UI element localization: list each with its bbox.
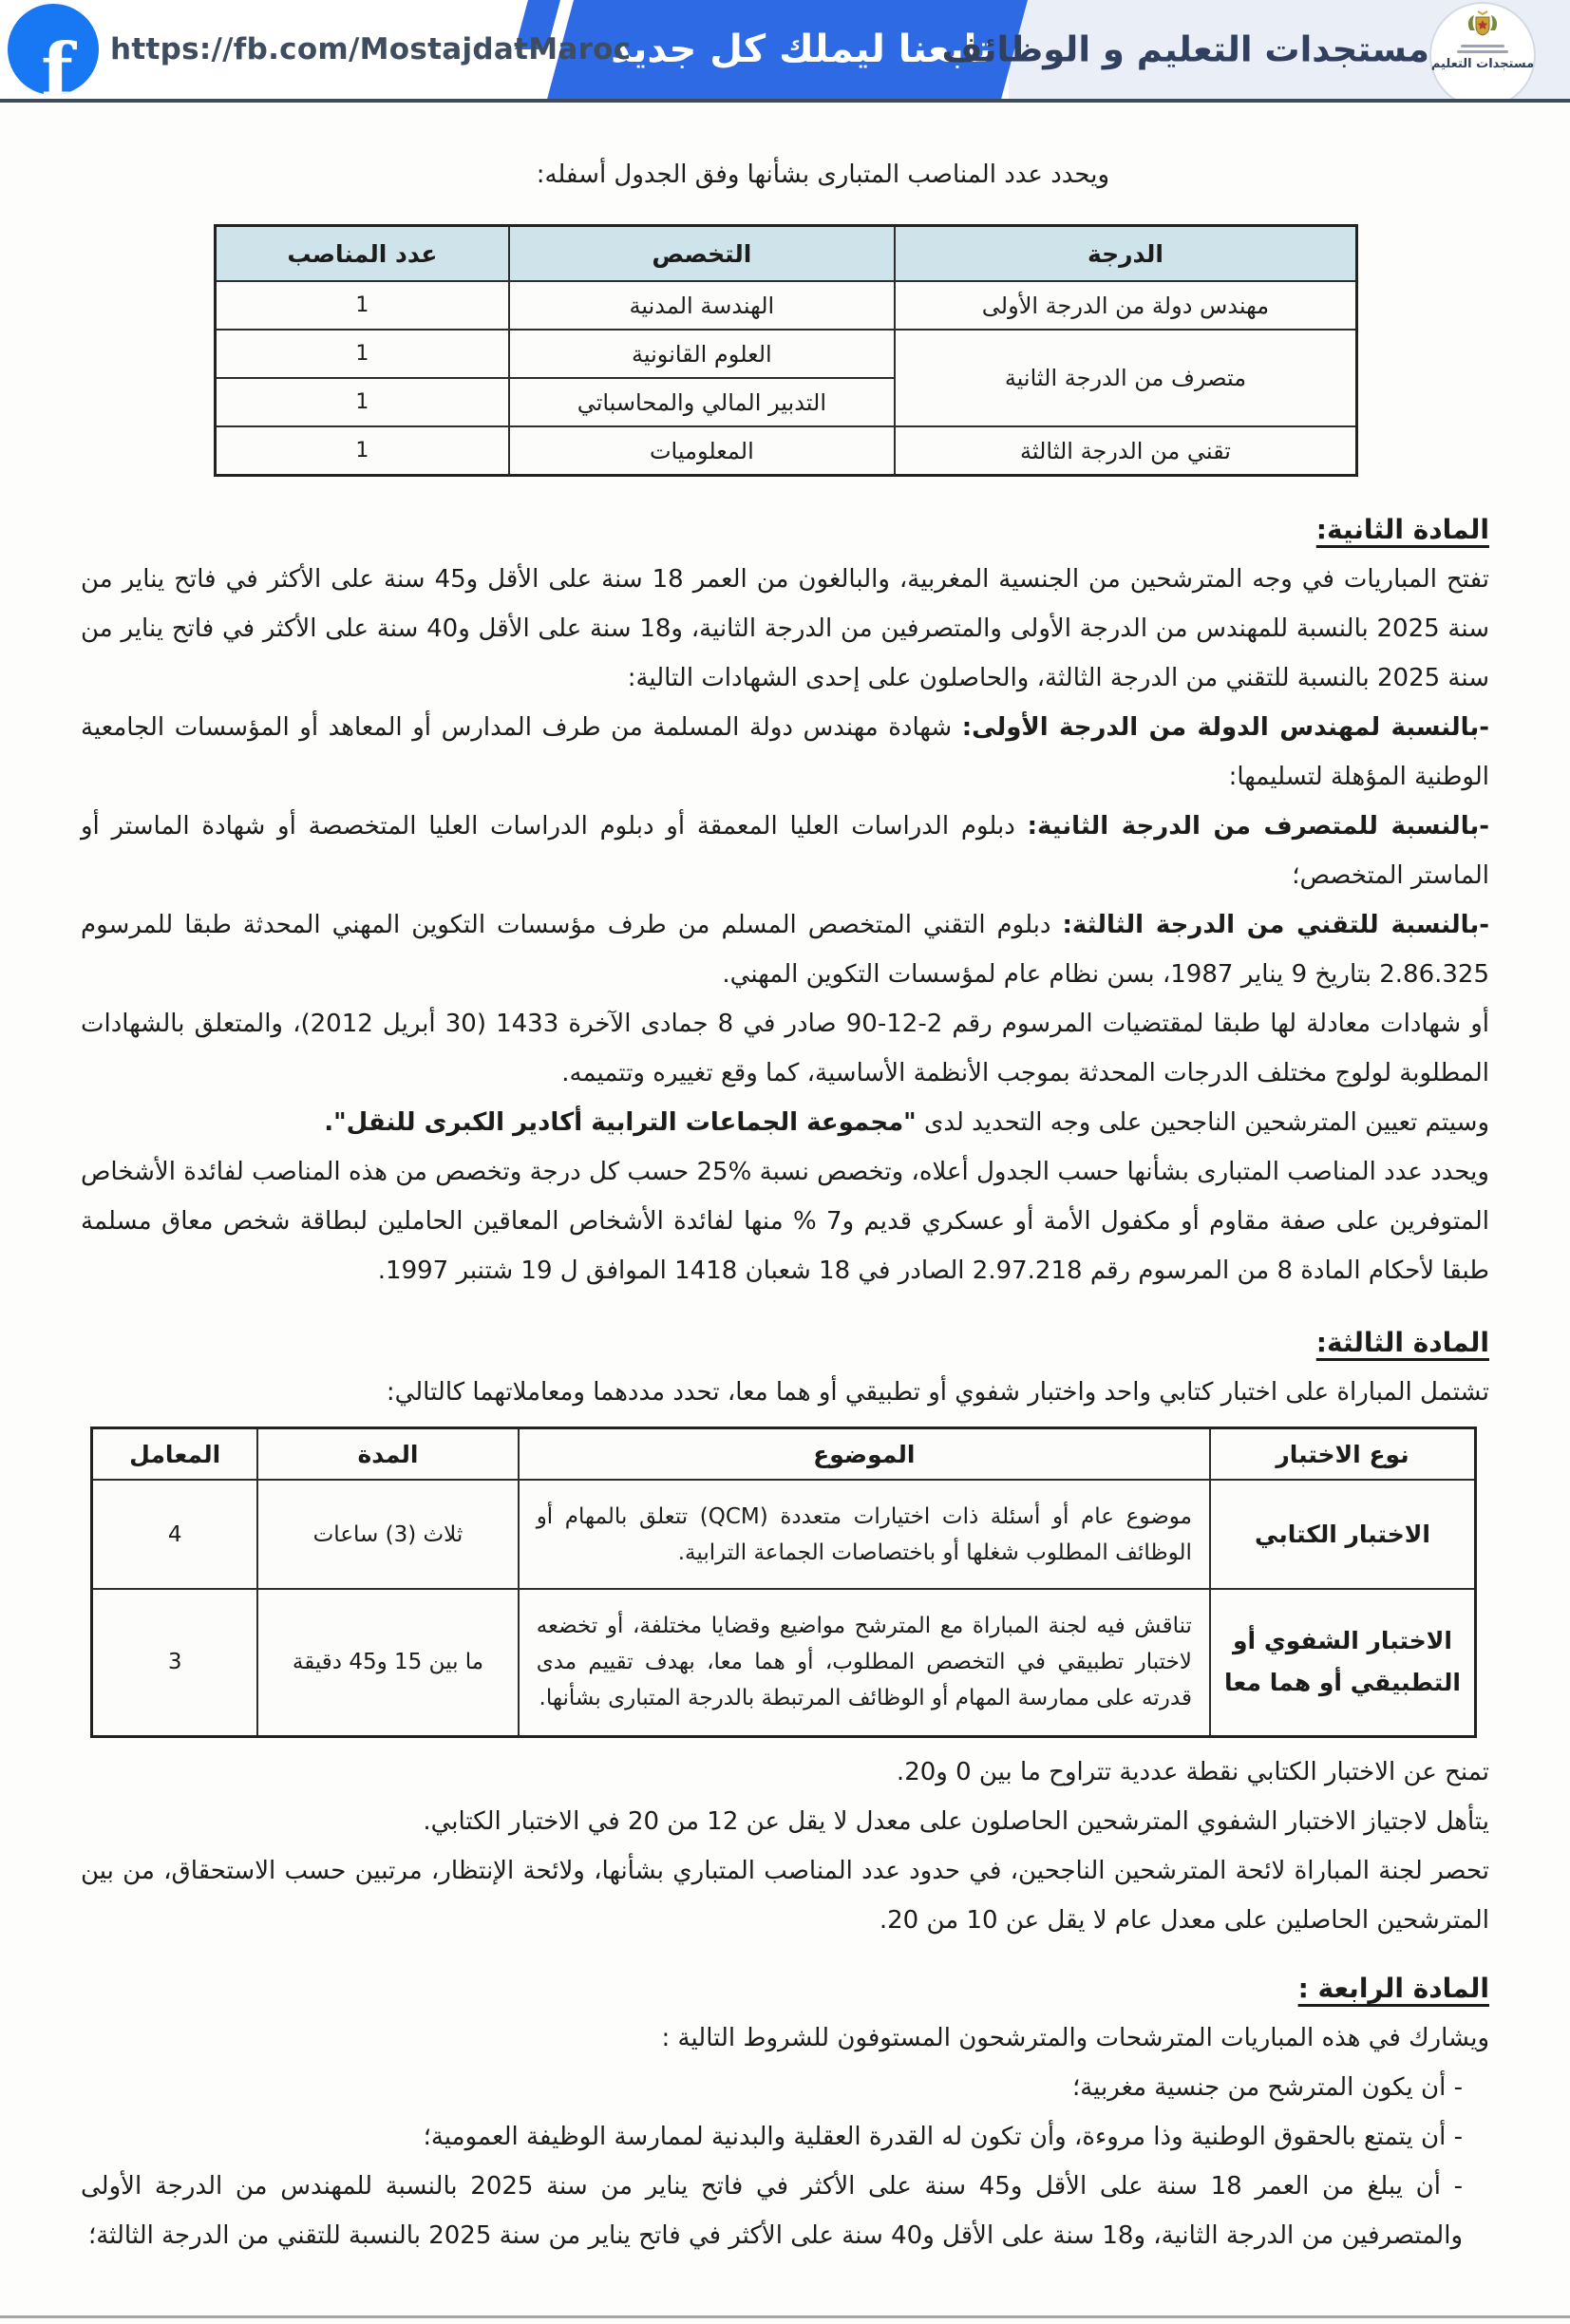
page-bottom-rule — [0, 2315, 1570, 2318]
header — [0, 0, 1570, 103]
coefficient-cell: 4 — [92, 1480, 258, 1589]
article3-heading: المادة الثالثة: — [1315, 1327, 1489, 1358]
table-row — [92, 1480, 1476, 1589]
count-cell: 1 — [216, 426, 509, 476]
specialty-cell: العلوم القانونية — [509, 330, 895, 378]
col-header-count: عدد المناصب — [216, 226, 509, 282]
grade-cell: مهندس دولة من الدرجة الأولى — [895, 281, 1357, 330]
exam-table-header-row — [92, 1428, 1476, 1481]
count-cell: 1 — [216, 378, 509, 426]
degree1-requirement — [81, 703, 1489, 802]
degree3-rest: دبلوم التقني المتخصص المسلم من طرف مؤسسات التكوين المهني المحدثة طبقا للمرسوم 2.86.325 بتاريخ 9 يناير 1987، بسن نظام عام لمؤسسات التكوين المهني. — [81, 911, 1489, 989]
col-header-coefficient: المعامل — [92, 1428, 258, 1481]
degree3-requirement — [81, 900, 1489, 999]
coefficient-cell: 3 — [92, 1589, 258, 1736]
article4-heading: المادة الرابعة : — [1297, 1972, 1489, 2004]
logo-caption: مستجدات التعليم — [1430, 57, 1535, 71]
degree2-lead: -بالنسبة للمتصرف من الدرجة الثانية: — [1027, 812, 1490, 841]
document-scan — [0, 103, 1570, 2324]
logo-fine-print-line — [1461, 45, 1504, 47]
degree3-lead: -بالنسبة للتقني من الدرجة الثالثة: — [1062, 911, 1489, 939]
article4-paragraph: ويشارك في هذه المباريات المترشحات والمترشحون المستوفون للشروط التالية : — [661, 2023, 1489, 2052]
subject-cell: موضوع عام أو أسئلة ذات اختيارات متعددة (QCM) تتعلق بالمهام أو الوظائف المطلوب شغلها أو باختصاصات الجماعة الترابية. — [519, 1480, 1210, 1589]
article2-heading: المادة الثانية: — [1315, 514, 1489, 545]
condition-item: - أن يبلغ من العمر 18 سنة على الأقل و45 سنة على الأكثر في فاتح يناير من سنة 2025 بالنسبة للمهندس من الدرجة الأولى والمتصرفين من الدرجة الثانية، و18 سنة على الأقل و40 سنة على الأكثر في فاتح يناير من سنة 2025 بالنسبة للتقني من الدرجة الثالثة؛ — [81, 2171, 1463, 2250]
count-cell: 1 — [216, 281, 509, 330]
equivalence-paragraph: أو شهادات معادلة لها طبقا لمقتضيات المرسوم رقم 2-12-90 صادر في 8 جمادى الآخرة 1433 (30 أبريل 2012)، والمتعلق بالشهادات المطلوبة لولوج مختلف الدرجات المحدثة بموجب الأنظمة الأساسية، كما وقع تغييره وتتميمه. — [81, 1010, 1490, 1087]
brand-logo — [1429, 2, 1536, 103]
quota-paragraph: ويحدد عدد المناصب المتبارى بشأنها حسب الجدول أعلاه، وتخصص نسبة %25 حسب كل درجة وتخصص من هذه المناصب لفائدة الأشخاص المتوفرين على صفة مقاوم أو مكفول الأمة أو عسكري قديم و7 % منها لفائدة الأشخاص المعاقين الحاملين لبطاقة شخص معاق مسلمة طبقا لأحكام المادة 8 من المرسوم رقم 2.97.218 الصادر في 18 شعبان 1418 الموافق ل 19 شتنبر 1997. — [81, 1158, 1489, 1285]
col-header-grade: الدرجة — [895, 226, 1357, 282]
duration-cell: ثلاث (3) ساعات — [257, 1480, 518, 1589]
facebook-url-link[interactable]: https://fb.com/MostajdatMaroc — [110, 32, 632, 66]
specialty-cell: التدبير المالي والمحاسباتي — [509, 378, 895, 426]
article3-paragraph: تشتمل المباراة على اختبار كتابي واحد واختبار شفوي أو تطبيقي أو هما معا، تحدد مددهما ومعاملاتهما كالتالي: — [386, 1378, 1489, 1407]
table-row — [216, 330, 1357, 378]
specialty-cell: المعلوميات — [509, 426, 895, 476]
specialty-cell: الهندسة المدنية — [509, 281, 895, 330]
written-score-paragraph: تمنح عن الاختبار الكتابي نقطة عددية تتراوح ما بين 0 و20. — [896, 1757, 1489, 1786]
intro-line: ويحدد عدد المناصب المتبارى بشأنها وفق الجدول أسفله: — [536, 161, 1109, 189]
assignment-entity: "مجموعة الجماعات الترابية أكادير الكبرى للنقل". — [324, 1108, 917, 1137]
col-header-exam-type: نوع الاختبار — [1210, 1428, 1476, 1481]
article2-paragraph: تفتح المباريات في وجه المترشحين من الجنسية المغربية، والبالغون من العمر 18 سنة على الأقل و45 سنة على الأكثر في فاتح يناير من سنة 2025 بالنسبة للمهندس من الدرجة الأولى والمتصرفين من الدرجة الثانية، و18 سنة على الأقل و40 سنة على الأكثر في فاتح يناير من سنة 2025 بالنسبة للتقني من الدرجة الثالثة، والحاصلون على إحدى الشهادات التالية: — [81, 565, 1490, 692]
col-header-specialty: التخصص — [509, 226, 895, 282]
table-row — [216, 426, 1357, 476]
degree2-requirement — [81, 802, 1489, 900]
positions-table — [214, 224, 1358, 477]
lists-paragraph: تحصر لجنة المباراة لائحة المترشحين الناجحين، في حدود عدد المناصب المتباري بشأنها، ولائحة الإنتظار، مرتبين حسب الاستحقاق، من بين المترشحين الحاصلين على معدل عام لا يقل عن 10 من 20. — [81, 1856, 1489, 1935]
degree2-rest: دبلوم الدراسات العليا المعمقة أو دبلوم الدراسات العليا المتخصصة أو شهادة الماستر أو الماستر المتخصص؛ — [81, 812, 1489, 890]
qualify-paragraph: يتأهل لاجتياز الاختبار الشفوي المترشحين الحاصلون على معدل لا يقل عن 12 من 20 في الاختبار الكتابي. — [423, 1806, 1489, 1836]
count-cell: 1 — [216, 330, 509, 378]
coat-of-arms-icon — [1463, 9, 1503, 42]
exam-type-cell: الاختبار الكتابي — [1210, 1480, 1476, 1589]
facebook-f-glyph: f — [41, 27, 73, 95]
col-header-duration: المدة — [257, 1428, 518, 1481]
assignment-lead: وسيتم تعيين المترشحين الناجحين على وجه التحديد لدى — [916, 1108, 1489, 1137]
col-header-subject: الموضوع — [519, 1428, 1210, 1481]
page-title: مستجدات التعليم و الوظائف — [941, 28, 1429, 70]
logo-fine-print-line — [1457, 50, 1508, 53]
grade-cell: تقني من الدرجة الثالثة — [895, 426, 1357, 476]
condition-item: - أن يكون المترشح من جنسية مغربية؛ — [1071, 2072, 1463, 2102]
banner-text: تابعنا ليملك كل جديد — [611, 28, 993, 71]
assignment-paragraph — [81, 1098, 1489, 1147]
positions-table-header-row — [216, 226, 1357, 282]
facebook-icon[interactable] — [8, 4, 99, 95]
table-row — [216, 281, 1357, 330]
table-row — [92, 1589, 1476, 1736]
exam-table — [90, 1427, 1477, 1738]
subject-cell: تناقش فيه لجنة المباراة مع المترشح مواضيع وقضايا مختلفة، أو تخضعه لاختبار تطبيقي في التخصص المطلوب، أو هما معا، بهدف تقييم مدى قدرته على ممارسة المهام أو الوظائف المرتبطة بالدرجة المتبارى بشأنها. — [519, 1589, 1210, 1736]
duration-cell: ما بين 15 و45 دقيقة — [257, 1589, 518, 1736]
grade-cell: متصرف من الدرجة الثانية — [895, 330, 1357, 426]
degree1-lead: -بالنسبة لمهندس الدولة من الدرجة الأولى: — [961, 713, 1489, 742]
condition-item: - أن يتمتع بالحقوق الوطنية وذا مروءة، وأن تكون له القدرة العقلية والبدنية لممارسة الوظيفة العمومية؛ — [423, 2122, 1463, 2151]
exam-type-cell: الاختبار الشفوي أو التطبيقي أو هما معا — [1210, 1589, 1476, 1736]
degree1-rest: شهادة مهندس دولة المسلمة من طرف المدارس أو المعاهد أو المؤسسات الجامعية الوطنية المؤهلة لتسليمها: — [81, 713, 1489, 791]
